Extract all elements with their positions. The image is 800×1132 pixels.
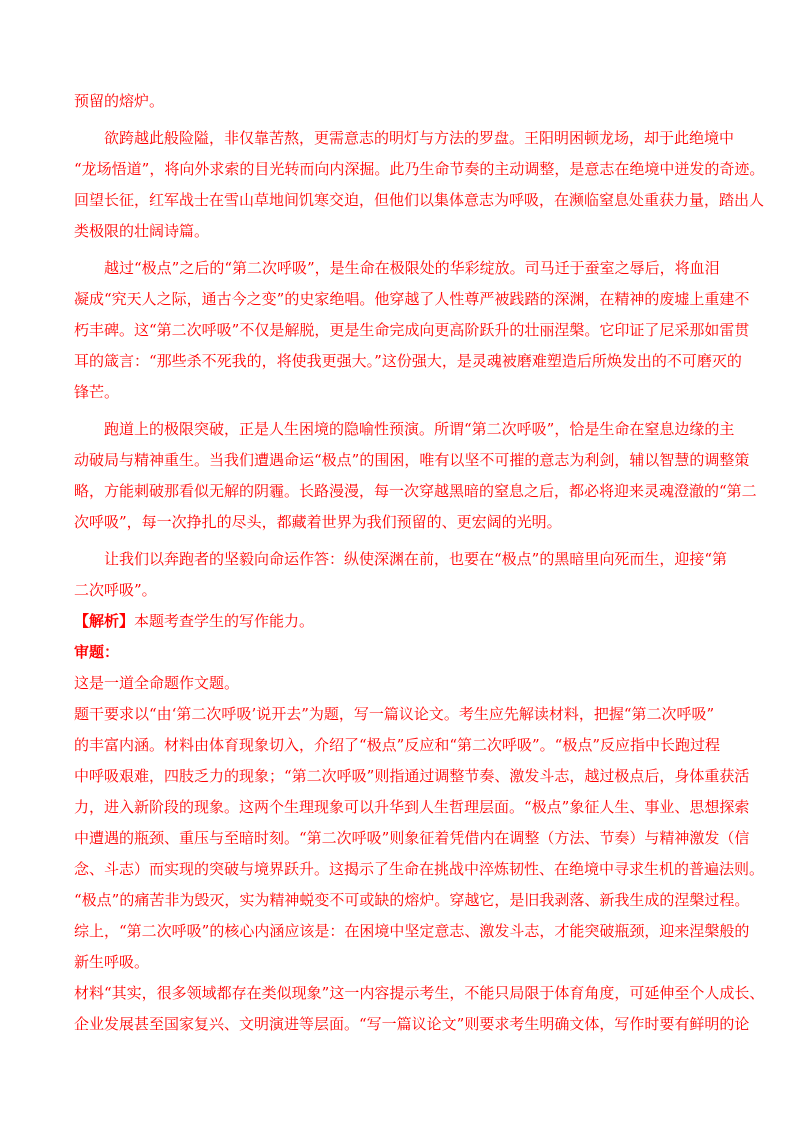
analysis-body bbox=[74, 668, 765, 1040]
text-line: 中遭遇的瓶颈、重压与至暗时刻。“第二次呼吸”则象征着凭借内在调整（方法、节奏）与精神激发（信 bbox=[74, 829, 750, 847]
text-line: 回望长征，红军战士在雪山草地间饥寒交迫，但他们以集体意志为呼吸，在濒临窒息处重获力量，踏出人 bbox=[74, 191, 765, 209]
text-line: 动破局与精神重生。当我们遭遇命运“极点”的围困，唯有以坚不可摧的意志为利剑，辅以智慧的调整策 bbox=[74, 451, 750, 469]
review-heading: 审题： bbox=[74, 643, 120, 661]
text-line: 新生呼吸。 bbox=[74, 953, 150, 971]
text-line: 企业发展甚至国家复兴、文明演进等层面。“写一篇议论文”则要求考生明确文体，写作时要有鲜明的论 bbox=[74, 1015, 750, 1033]
text-line: 类极限的壮阔诗篇。 bbox=[74, 222, 210, 240]
text-line: 的丰富内涵。材料由体育现象切入，介绍了“极点”反应和“第二次呼吸”。“极点”反应指中长跑过程 bbox=[74, 736, 721, 754]
essay-paragraph-2 bbox=[74, 253, 750, 408]
text-line: 中呼吸艰难，四肢乏力的现象；“第二次呼吸”则指通过调整节奏、激发斗志，越过极点后，身体重获活 bbox=[74, 767, 750, 785]
essay-paragraph-1 bbox=[74, 123, 765, 247]
analysis-label: 【解析】 bbox=[74, 612, 135, 630]
text-line: “龙场悟道”，将向外求索的目光转而向内深掘。此乃生命节奏的主动调整，是意志在绝境中迸发的奇迹。 bbox=[74, 160, 765, 178]
text-line: 越过“极点”之后的“第二次呼吸”，是生命在极限处的华彩绽放。司马迁于蚕室之辱后，将血泪 bbox=[104, 259, 720, 277]
text-line: 力，进入新阶段的现象。这两个生理现象可以升华到人生哲理层面。“极点”象征人生、事业、思想探索 bbox=[74, 798, 750, 816]
text-line: 二次呼吸”。 bbox=[74, 581, 157, 599]
text-line: “极点”的痛苦非为毁灭，实为精神蜕变不可或缺的熔炉。穿越它，是旧我剥落、新我生成的涅槃过程。 bbox=[74, 891, 750, 909]
text-line: 次呼吸”，每一次挣扎的尽头，都藏着世界为我们预留的、更宏阔的光明。 bbox=[74, 513, 562, 531]
text-line: 凝成“究天人之际，通古今之变”的史家绝唱。他穿越了人性尊严被践踏的深渊，在精神的废墟上重建不 bbox=[74, 290, 750, 308]
analysis-text: 本题考查学生的写作能力。 bbox=[134, 612, 315, 630]
essay-paragraph-3 bbox=[74, 414, 757, 538]
text-line: 预留的熔炉。 bbox=[74, 92, 165, 110]
text-line: 跑道上的极限突破，正是人生困境的隐喻性预演。所谓“第二次呼吸”，恰是生命在窒息边缘的主 bbox=[104, 420, 735, 438]
essay-paragraph-4 bbox=[74, 544, 726, 606]
text-line: 欲跨越此般险隘，非仅靠苦熬，更需意志的明灯与方法的罗盘。王阳明困顿龙场，却于此绝境中 bbox=[104, 129, 735, 147]
text-line: 略，方能刺破那看似无解的阴霾。长路漫漫，每一次穿越黑暗的窒息之后，都必将迎来灵魂澄澈的“第二 bbox=[74, 482, 757, 500]
text-line: 综上，“第二次呼吸”的核心内涵应该是：在困境中坚定意志、激发斗志，才能突破瓶颈，迎来涅槃般的 bbox=[74, 922, 750, 940]
text-line: 题干要求以“由‘第二次呼吸’说开去”为题，写一篇议论文。考生应先解读材料，把握“第二次呼吸” bbox=[74, 705, 715, 723]
text-line: 这是一道全命题作文题。 bbox=[74, 674, 240, 692]
text-line: 锋芒。 bbox=[74, 383, 120, 401]
text-line: 念、斗志）而实现的突破与境界跃升。这揭示了生命在挑战中淬炼韧性、在绝境中寻求生机的普遍法则。 bbox=[74, 860, 765, 878]
text-line: 材料“其实，很多领域都存在类似现象”这一内容提示考生，不能只局限于体育角度，可延伸至个人成长、 bbox=[74, 984, 765, 1002]
text-line: 朽丰碑。这“第二次呼吸”不仅是解脱，更是生命完成向更高阶跃升的壮丽涅槃。它印证了尼采那如雷贯 bbox=[74, 321, 750, 339]
text-line: 让我们以奔跑者的坚毅向命运作答：纵使深渊在前，也要在“极点”的黑暗里向死而生，迎接“第 bbox=[104, 550, 728, 568]
analysis-line bbox=[74, 606, 726, 637]
text-line: 耳的箴言：“那些杀不死我的，将使我更强大。”这份强大，是灵魂被磨难塑造后所焕发出的不可磨灭的 bbox=[74, 352, 742, 370]
